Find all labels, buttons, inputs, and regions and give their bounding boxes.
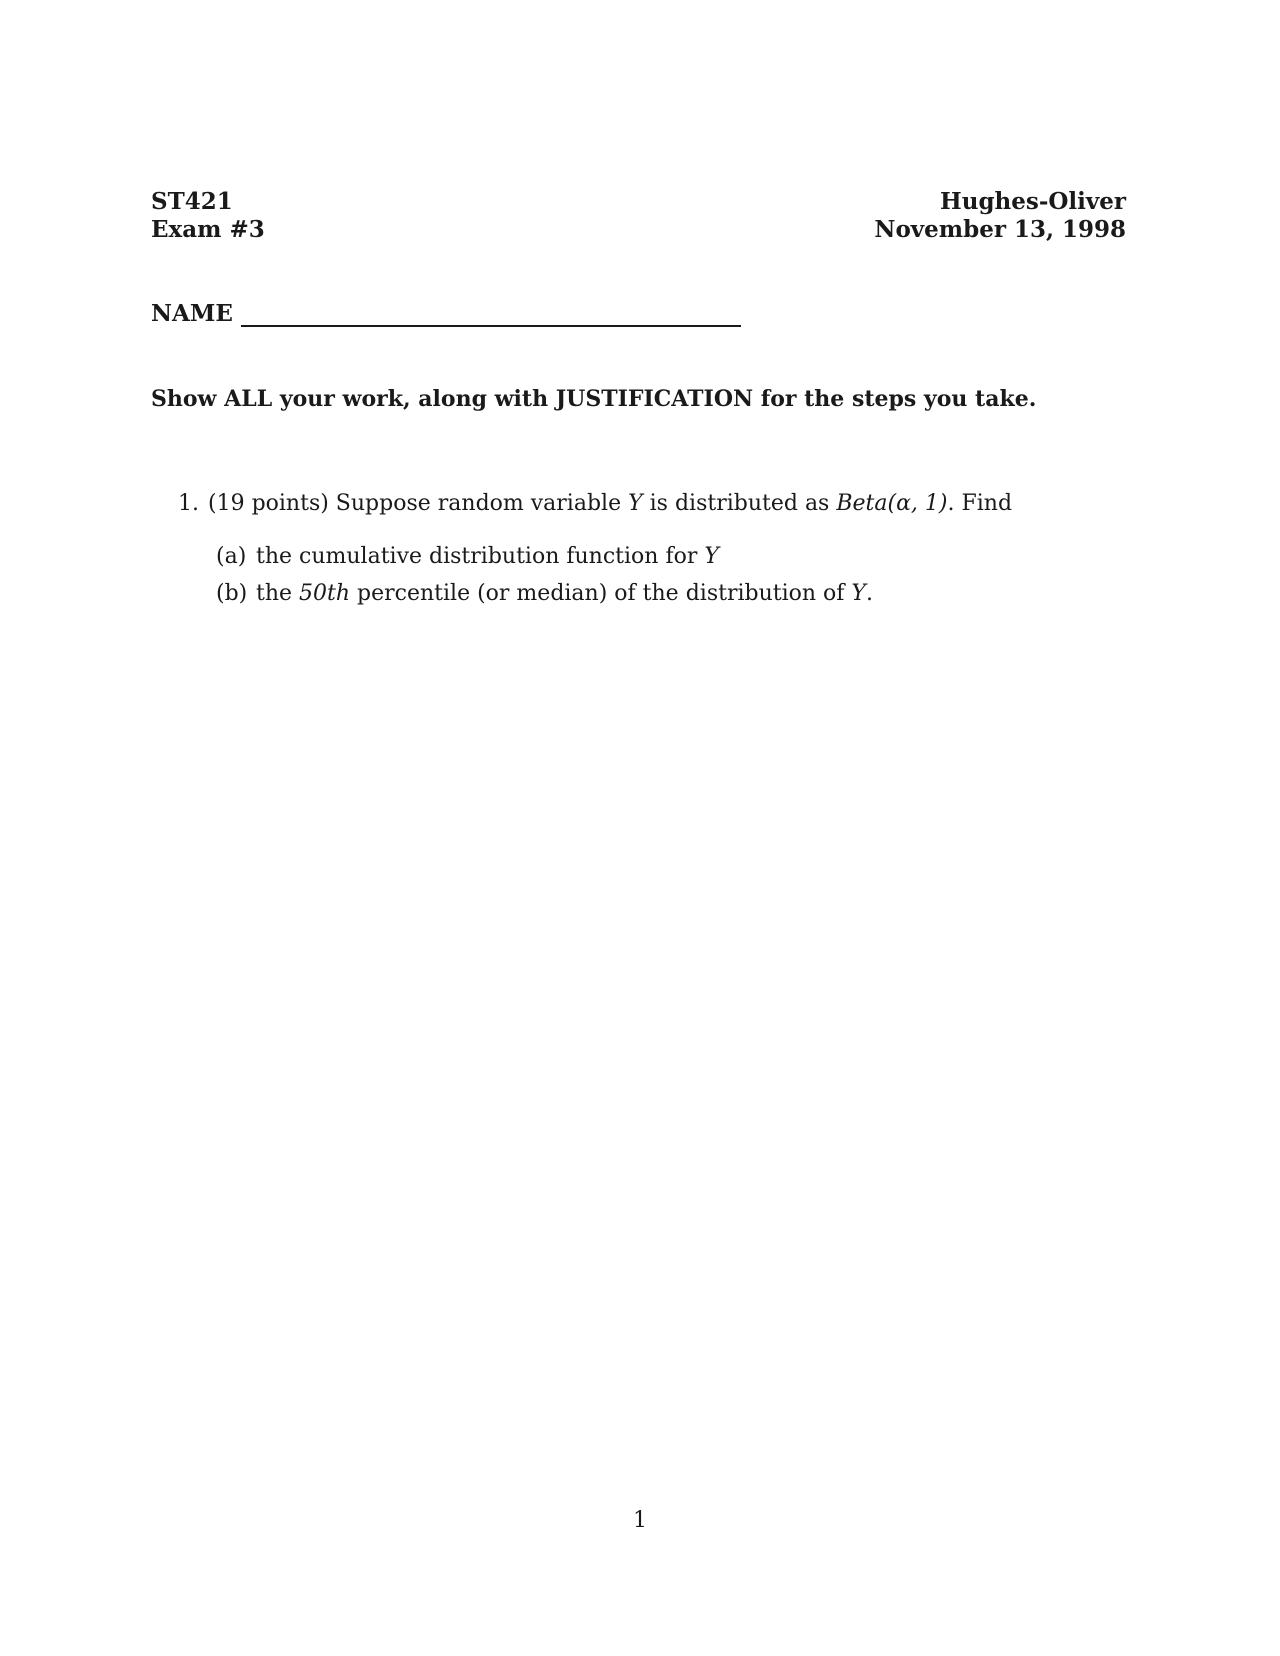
part-b-variable: Y	[851, 581, 866, 606]
instructions: Show ALL your work, along with JUSTIFICATION for the steps you take.	[151, 386, 1037, 412]
page-number: 1	[633, 1508, 647, 1533]
question-text-mid: is distributed as	[642, 491, 837, 516]
exam-title: Exam #3	[151, 216, 265, 243]
question-text-start: (19 points) Suppose random variable	[208, 491, 629, 516]
question-number: 1.	[178, 491, 199, 516]
part-b-end: .	[865, 581, 873, 606]
name-blank-line[interactable]	[241, 301, 741, 327]
question-1-parts	[216, 538, 873, 612]
name-label: NAME	[151, 300, 233, 327]
question-1	[178, 490, 1012, 518]
header-left	[151, 188, 265, 244]
header-right	[874, 188, 1126, 244]
part-a-label: (a)	[216, 544, 247, 569]
part-b-text-mid: percentile (or median) of the distribution of	[350, 581, 852, 606]
part-b-text-start: the	[256, 581, 300, 606]
part-a	[216, 538, 873, 575]
part-a-variable: Y	[704, 544, 719, 569]
part-b	[216, 575, 873, 612]
exam-date: November 13, 1998	[874, 216, 1126, 243]
question-text-end: . Find	[947, 491, 1013, 516]
instructor-name: Hughes-Oliver	[939, 188, 1126, 215]
course-code: ST421	[151, 188, 233, 215]
name-field	[151, 300, 741, 327]
question-distribution: Beta(α, 1)	[836, 491, 948, 516]
part-a-text: the cumulative distribution function for	[256, 544, 705, 569]
question-variable: Y	[628, 491, 643, 516]
part-b-ordinal: 50th	[299, 581, 351, 606]
part-b-label: (b)	[216, 581, 248, 606]
